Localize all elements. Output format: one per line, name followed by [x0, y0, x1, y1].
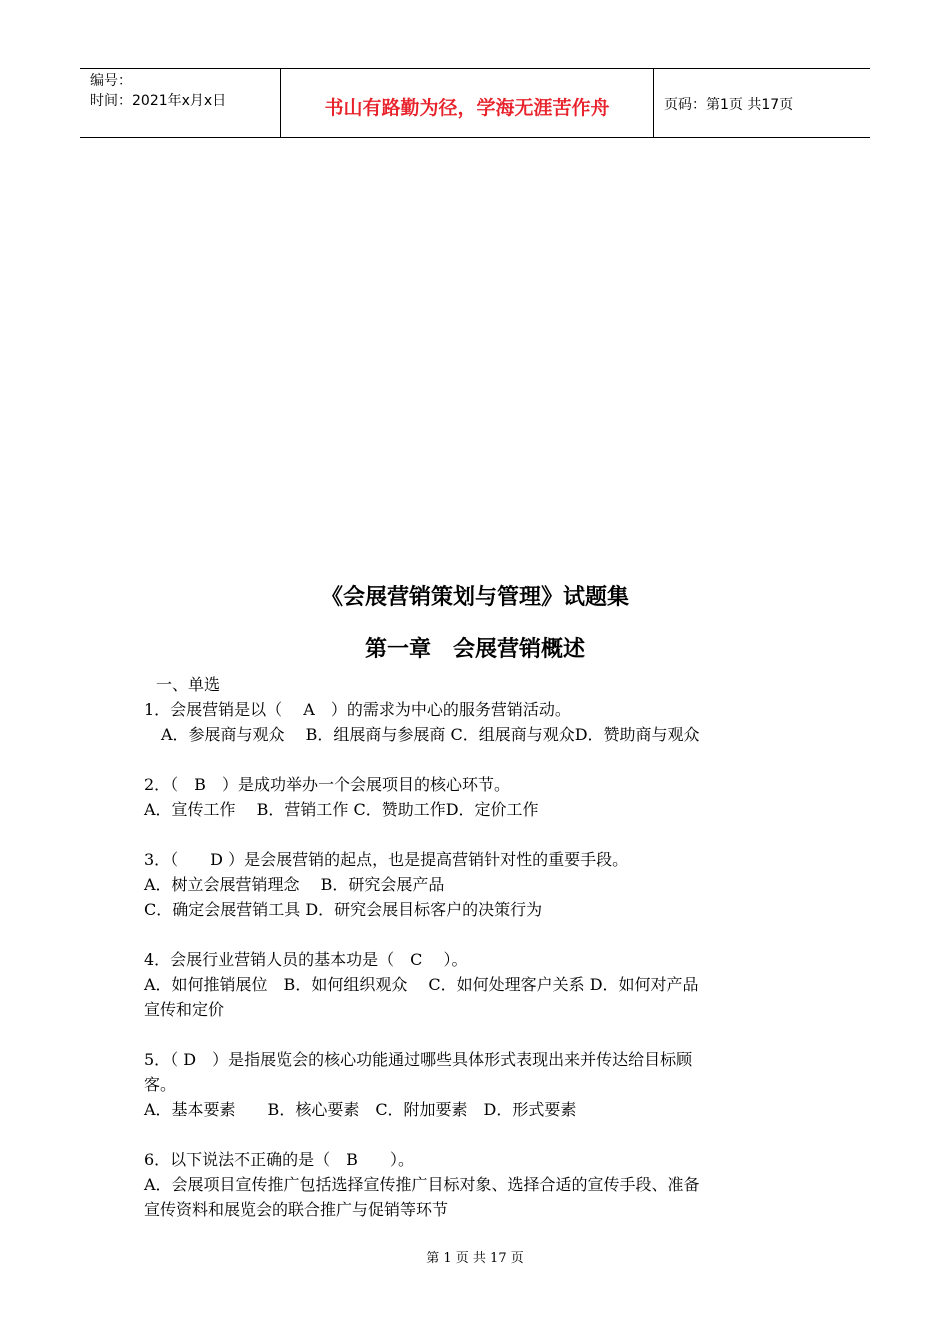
question-6-option-a: A．会展项目宣传推广包括选择宣传推广目标对象、选择合适的宣传手段、准备 [144, 1175, 700, 1194]
doc-number: 编号： [90, 73, 132, 89]
spacer [144, 822, 824, 847]
question-6-option-a-cont: 宣传资料和展览会的联合推广与促销等环节 [144, 1200, 449, 1219]
spacer [144, 922, 824, 947]
chapter-title: 第一章 会展营销概述 [364, 637, 585, 662]
question-1: 1．会展营销是以（ A ）的需求为中心的服务营销活动。 [144, 700, 571, 719]
question-1-options: A．参展商与观众 B．组展商与参展商 C．组展商与观众D．赞助商与观众 [161, 725, 700, 744]
question-body [144, 672, 824, 1222]
spacer [144, 1122, 824, 1147]
question-2-options: A．宣传工作 B．营销工作 C．赞助工作D．定价工作 [144, 800, 539, 819]
header-meta [80, 69, 281, 137]
document-title: 《会展营销策划与管理》试题集 [320, 585, 629, 610]
page-footer: 第 1 页 共 17 页 [426, 1251, 524, 1266]
question-6: 6．以下说法不正确的是（ B ）。 [144, 1150, 414, 1169]
question-3-options-b: C．确定会展营销工具 D．研究会展目标客户的决策行为 [144, 900, 543, 919]
question-2: 2．（ B ）是成功举办一个会展项目的核心环节。 [144, 775, 510, 794]
doc-time: 时间：2021年x月x日 [90, 93, 227, 109]
question-4: 4．会展行业营销人员的基本功是（ C ）。 [144, 950, 468, 969]
question-3: 3．（ D ）是会展营销的起点，也是提高营销针对性的重要手段。 [144, 850, 629, 869]
question-4-options-cont: 宣传和定价 [144, 1000, 225, 1019]
header-page-number: 页码：第1页 共17页 [664, 97, 794, 113]
question-4-options: A．如何推销展位 B．如何组织观众 C．如何处理客户关系 D．如何对产品 [144, 975, 699, 994]
question-3-options-a: A．树立会展营销理念 B．研究会展产品 [144, 875, 445, 894]
spacer [144, 747, 824, 772]
spacer [144, 1022, 824, 1047]
question-5-cont: 客。 [144, 1075, 177, 1094]
header-motto: 书山有路勤为径，学海无涯苦作舟 [281, 69, 654, 137]
question-5: 5．（ D ）是指展览会的核心功能通过哪些具体形式表现出来并传达给目标顾 [144, 1050, 693, 1069]
page-header [80, 68, 870, 138]
question-5-options: A．基本要素 B．核心要素 C．附加要素 D．形式要素 [144, 1100, 577, 1119]
section-heading: 一、单选 [156, 675, 221, 694]
